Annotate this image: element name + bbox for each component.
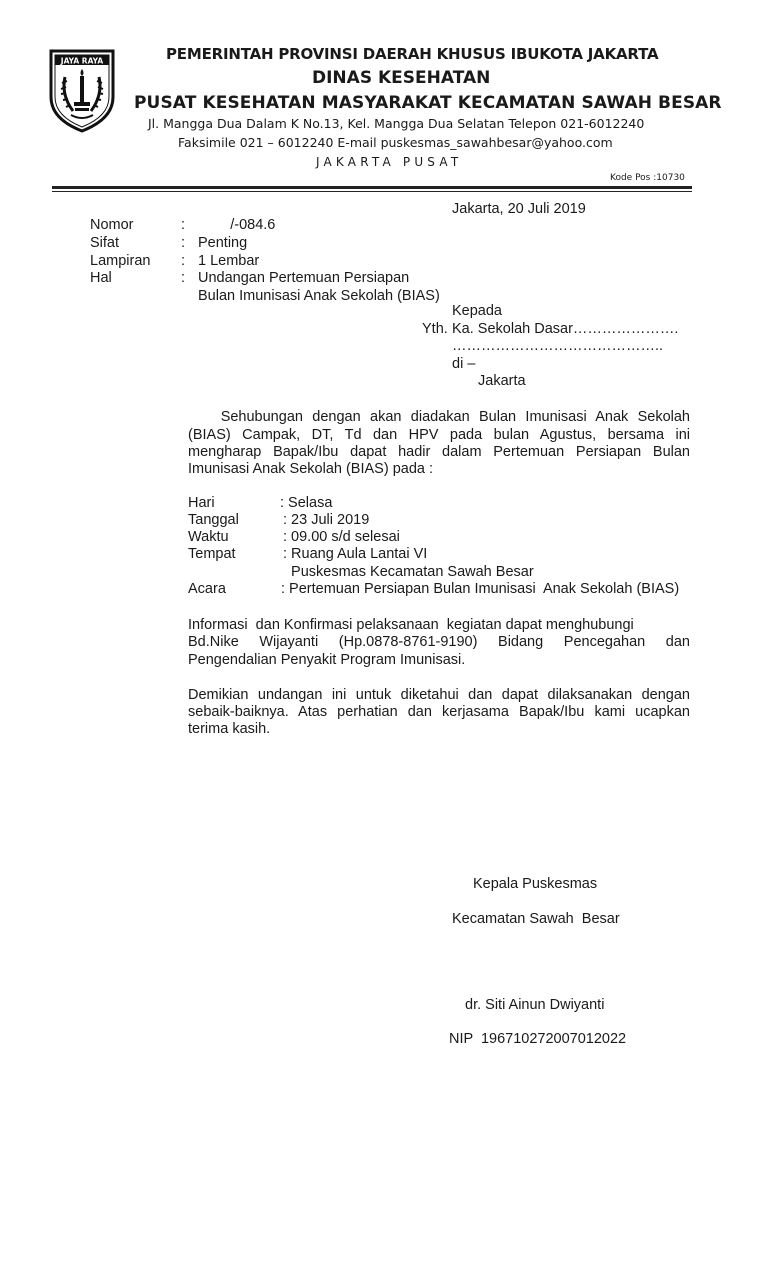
jaya-raya-emblem-logo [47, 47, 117, 133]
paragraph-line: Sehubungan dengan akan diadakan Bulan Imunisasi Anak Sekolah [188, 409, 690, 425]
recipient-yth: Yth. [422, 321, 448, 337]
detail-label-hari: Hari [188, 495, 215, 511]
paragraph-line: Informasi dan Konfirmasi pelaksanaan kegiatan dapat menghubungi [188, 617, 634, 633]
letterhead-government-line: PEMERINTAH PROVINSI DAERAH KHUSUS IBUKOTA JAKARTA [166, 45, 659, 63]
paragraph-line: terima kasih. [188, 721, 271, 737]
meta-value-nomor: /-084.6 [198, 217, 276, 233]
detail-value-waktu: : 09.00 s/d selesai [283, 529, 400, 545]
recipient-line2: …………………………………….. [452, 338, 664, 354]
paragraph-line: Imunisasi Anak Sekolah (BIAS) pada : [188, 461, 434, 477]
meta-value-sifat: Penting [198, 235, 248, 251]
paragraph-line: Pengendalian Penyakit Program Imunisasi. [188, 652, 466, 668]
meta-label-hal: Hal [90, 270, 112, 286]
letterhead-department-line: DINAS KESEHATAN [312, 68, 491, 88]
meta-label-nomor: Nomor [90, 217, 134, 233]
meta-colon: : [181, 253, 186, 269]
meta-value-lampiran: 1 Lembar [198, 253, 260, 269]
detail-value-tempat: : Ruang Aula Lantai VI [283, 546, 428, 562]
signature-title-2: Kecamatan Sawah Besar [452, 911, 620, 927]
detail-label-tanggal: Tanggal [188, 512, 239, 528]
letter-date: Jakarta, 20 Juli 2019 [452, 201, 586, 217]
signature-title-1: Kepala Puskesmas [473, 876, 598, 892]
meta-colon: : [181, 270, 186, 286]
detail-label-tempat: Tempat [188, 546, 236, 562]
meta-colon: : [181, 235, 186, 251]
detail-value-hari: : Selasa [280, 495, 333, 511]
paragraph-line: Bd.Nike Wijayanti (Hp.0878-8761-9190) Bidang Pencegahan dan [188, 634, 690, 650]
detail-label-acara: Acara [188, 581, 226, 597]
paragraph-line: Demikian undangan ini untuk diketahui dan dapat dilaksanakan dengan [188, 687, 690, 703]
letterhead-divider-thick [52, 186, 692, 189]
svg-text:JAYA RAYA: JAYA RAYA [60, 56, 104, 66]
meta-colon: : [181, 217, 186, 233]
letterhead-city: JAKARTA PUSAT [316, 155, 463, 169]
letterhead-fax-email: Faksimile 021 – 6012240 E-mail puskesmas_sawahbesar@yahoo.com [178, 135, 613, 150]
letterhead-institution-line: PUSAT KESEHATAN MASYARAKAT KECAMATAN SAWAH BESAR [134, 93, 722, 113]
signature-name: dr. Siti Ainun Dwiyanti [465, 997, 605, 1013]
paragraph-line: mengharap Bapak/Ibu dapat hadir dalam Pertemuan Persiapan Bulan [188, 444, 690, 460]
recipient-city: Jakarta [478, 373, 526, 389]
detail-label-waktu: Waktu [188, 529, 229, 545]
recipient-kepada: Kepada [452, 303, 502, 319]
detail-value-tempat-line2: Puskesmas Kecamatan Sawah Besar [283, 564, 534, 580]
meta-value-hal: Undangan Pertemuan Persiapan [198, 270, 410, 286]
letterhead-divider-thin [52, 191, 692, 192]
meta-label-sifat: Sifat [90, 235, 120, 251]
meta-label-lampiran: Lampiran [90, 253, 151, 269]
letterhead-postal-code: Kode Pos :10730 [610, 173, 685, 183]
paragraph-line: (BIAS) Campak, DT, Td dan HPV pada bulan Agustus, bersama ini [188, 427, 690, 443]
recipient-line1: Ka. Sekolah Dasar…………………. [452, 321, 679, 337]
meta-value-hal-line2: Bulan Imunisasi Anak Sekolah (BIAS) [198, 288, 440, 304]
letterhead-address: Jl. Mangga Dua Dalam K No.13, Kel. Mangga Dua Selatan Telepon 021-6012240 [148, 116, 645, 131]
detail-value-acara: : Pertemuan Persiapan Bulan Imunisasi Anak Sekolah (BIAS) [281, 581, 680, 597]
detail-value-tanggal: : 23 Juli 2019 [283, 512, 370, 528]
recipient-di: di – [452, 356, 476, 372]
signature-nip: NIP 196710272007012022 [449, 1031, 627, 1047]
paragraph-line: sebaik-baiknya. Atas perhatian dan kerjasama Bapak/Ibu kami ucapkan [188, 704, 690, 720]
